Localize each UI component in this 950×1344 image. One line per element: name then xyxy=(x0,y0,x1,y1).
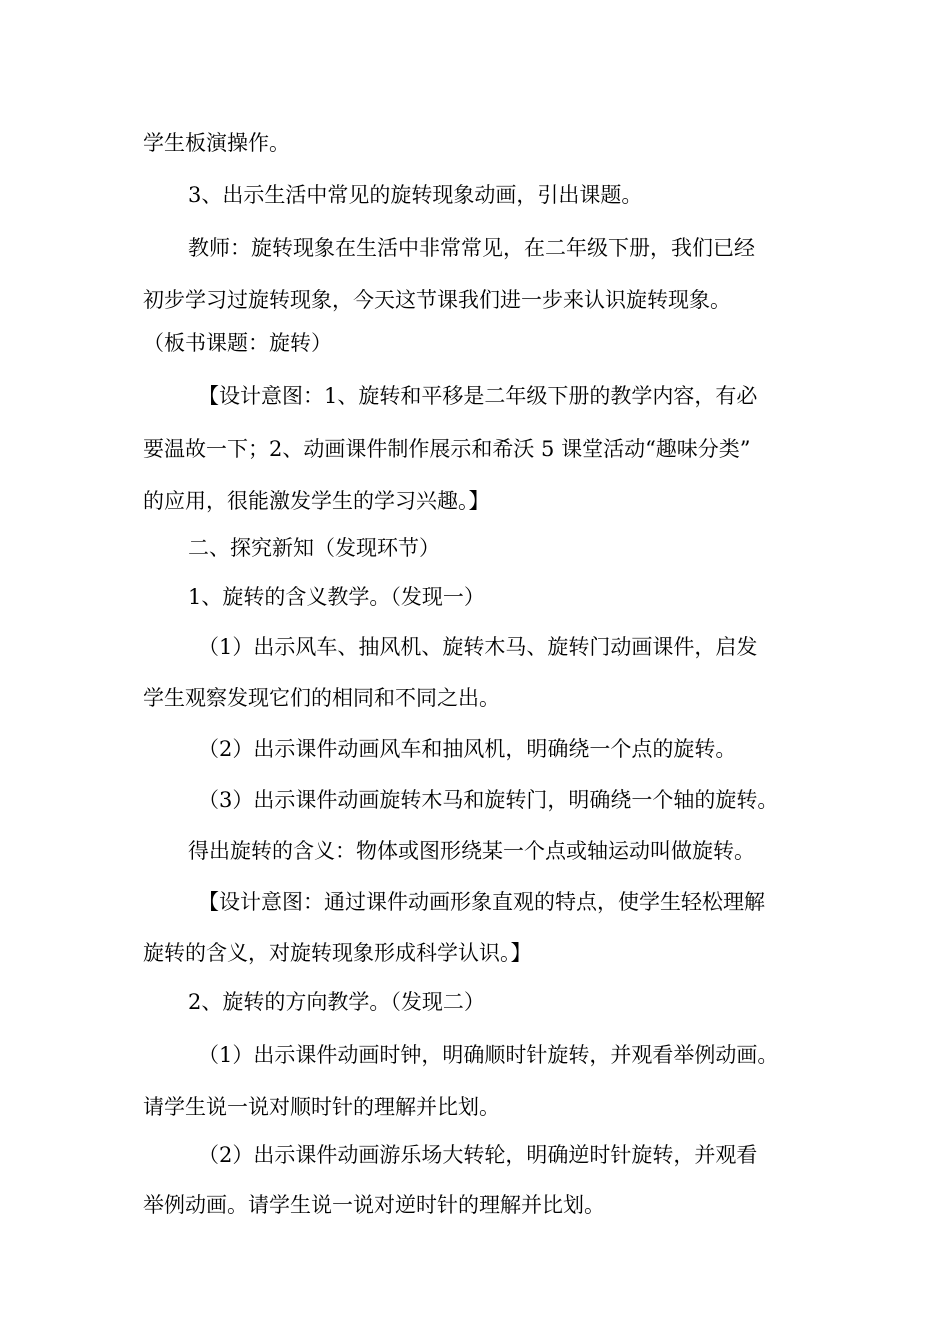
text-line: 【设计意图：通过课件动画形象直观的特点，使学生轻松理解 xyxy=(198,890,765,914)
text-line: （2）出示课件动画风车和抽风机，明确绕一个点的旋转。 xyxy=(198,737,737,761)
text-line: 学生观察发现它们的相同和不同之出。 xyxy=(143,686,500,710)
section-heading: 二、探究新知（发现环节） xyxy=(188,536,440,560)
text-line: 教师：旋转现象在生活中非常常见，在二年级下册，我们已经 xyxy=(188,236,755,260)
text-line: 初步学习过旋转现象，今天这节课我们进一步来认识旋转现象。 xyxy=(143,288,731,312)
text-line: 得出旋转的含义：物体或图形绕某一个点或轴运动叫做旋转。 xyxy=(188,839,755,863)
text-line: 举例动画。请学生说一说对逆时针的理解并比划。 xyxy=(143,1193,605,1217)
text-line: 的应用，很能激发学生的学习兴趣。】 xyxy=(143,489,490,513)
subsection-heading: 2、旋转的方向教学。（发现二） xyxy=(188,990,485,1014)
text-line: 【设计意图：1、旋转和平移是二年级下册的教学内容，有必 xyxy=(198,384,758,408)
text-line: 要温故一下；2、动画课件制作展示和希沃 5 课堂活动“趣味分类” xyxy=(143,437,751,461)
text-line: （3）出示课件动画旋转木马和旋转门，明确绕一个轴的旋转。 xyxy=(198,788,779,812)
text-line: （2）出示课件动画游乐场大转轮，明确逆时针旋转，并观看 xyxy=(198,1143,758,1167)
text-line: （板书课题：旋转） xyxy=(143,331,332,355)
subsection-heading: 1、旋转的含义教学。（发现一） xyxy=(188,585,485,609)
text-line: 请学生说一说对顺时针的理解并比划。 xyxy=(143,1095,500,1119)
text-line: 3、出示生活中常见的旋转现象动画，引出课题。 xyxy=(188,183,643,207)
text-line: （1）出示课件动画时钟，明确顺时针旋转，并观看举例动画。 xyxy=(198,1043,779,1067)
text-line: 学生板演操作。 xyxy=(143,131,290,155)
text-line: 旋转的含义，对旋转现象形成科学认识。】 xyxy=(143,941,532,965)
text-line: （1）出示风车、抽风机、旋转木马、旋转门动画课件，启发 xyxy=(198,635,758,659)
